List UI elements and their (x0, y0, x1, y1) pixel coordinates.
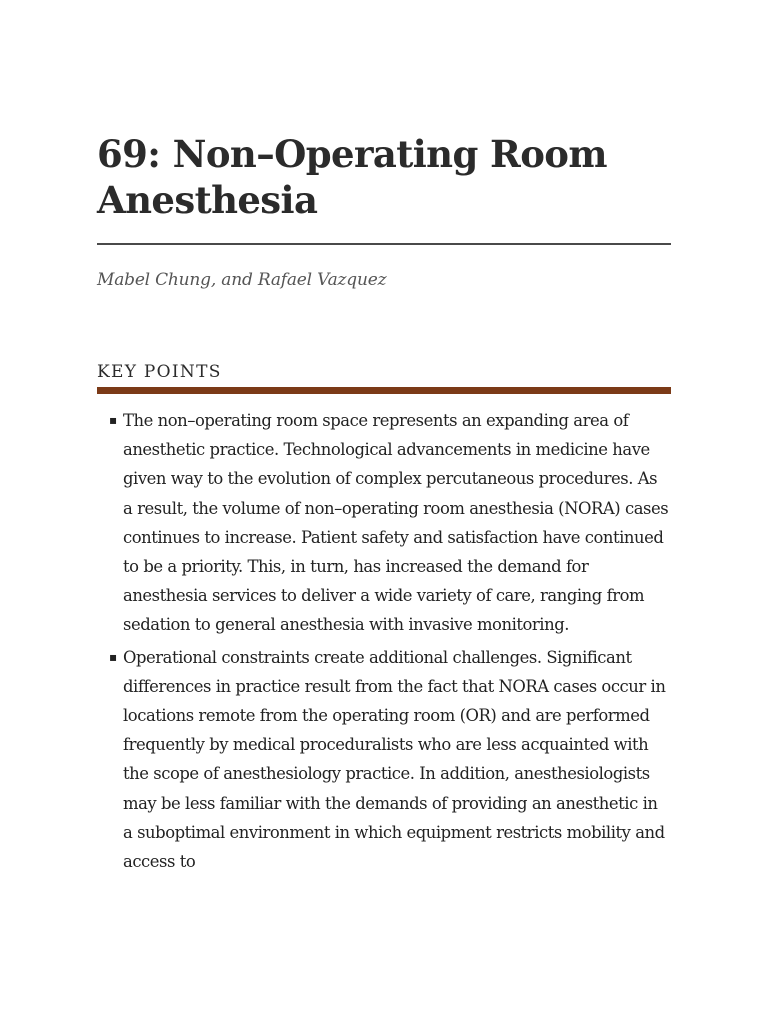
bullet-icon: ▪ (109, 413, 117, 427)
key-point-text: Operational constraints create additional challenges. Significant differences in practice result from the fact that NORA cases occur in locations remote from the operating room (OR) and are performed frequently by medical proceduralists who are less acquainted with the scope of anesthesiology practice. In addition, anesthesiologists may be less familiar with the demands of providing an anesthetic in a suboptimal environment in which equipment restricts mobility and access to (123, 647, 666, 872)
key-points-list (97, 406, 671, 879)
key-point-text: The non–operating room space represents an expanding area of anesthetic practice. Technological advancements in medicine have given way to the evolution of complex percutaneous procedures. As a result, the volume of non–operating room anesthesia (NORA) cases continues to increase. Patient safety and satisfaction have continued to be a priority. This, in turn, has increased the demand for anesthesia services to deliver a wide variety of care, ranging from sedation to general anesthesia with invasive monitoring. (123, 411, 669, 635)
bullet-icon: ▪ (109, 649, 117, 664)
chapter-authors: Mabel Chung, and Rafael Vazquez (97, 270, 387, 290)
key-point-item (97, 406, 671, 640)
key-points-divider (97, 387, 671, 394)
key-point-item (97, 643, 671, 877)
title-divider (97, 243, 671, 245)
chapter-title: 69: Non–Operating Room Anesthesia (97, 132, 607, 222)
key-points-heading: KEY POINTS (97, 362, 222, 382)
